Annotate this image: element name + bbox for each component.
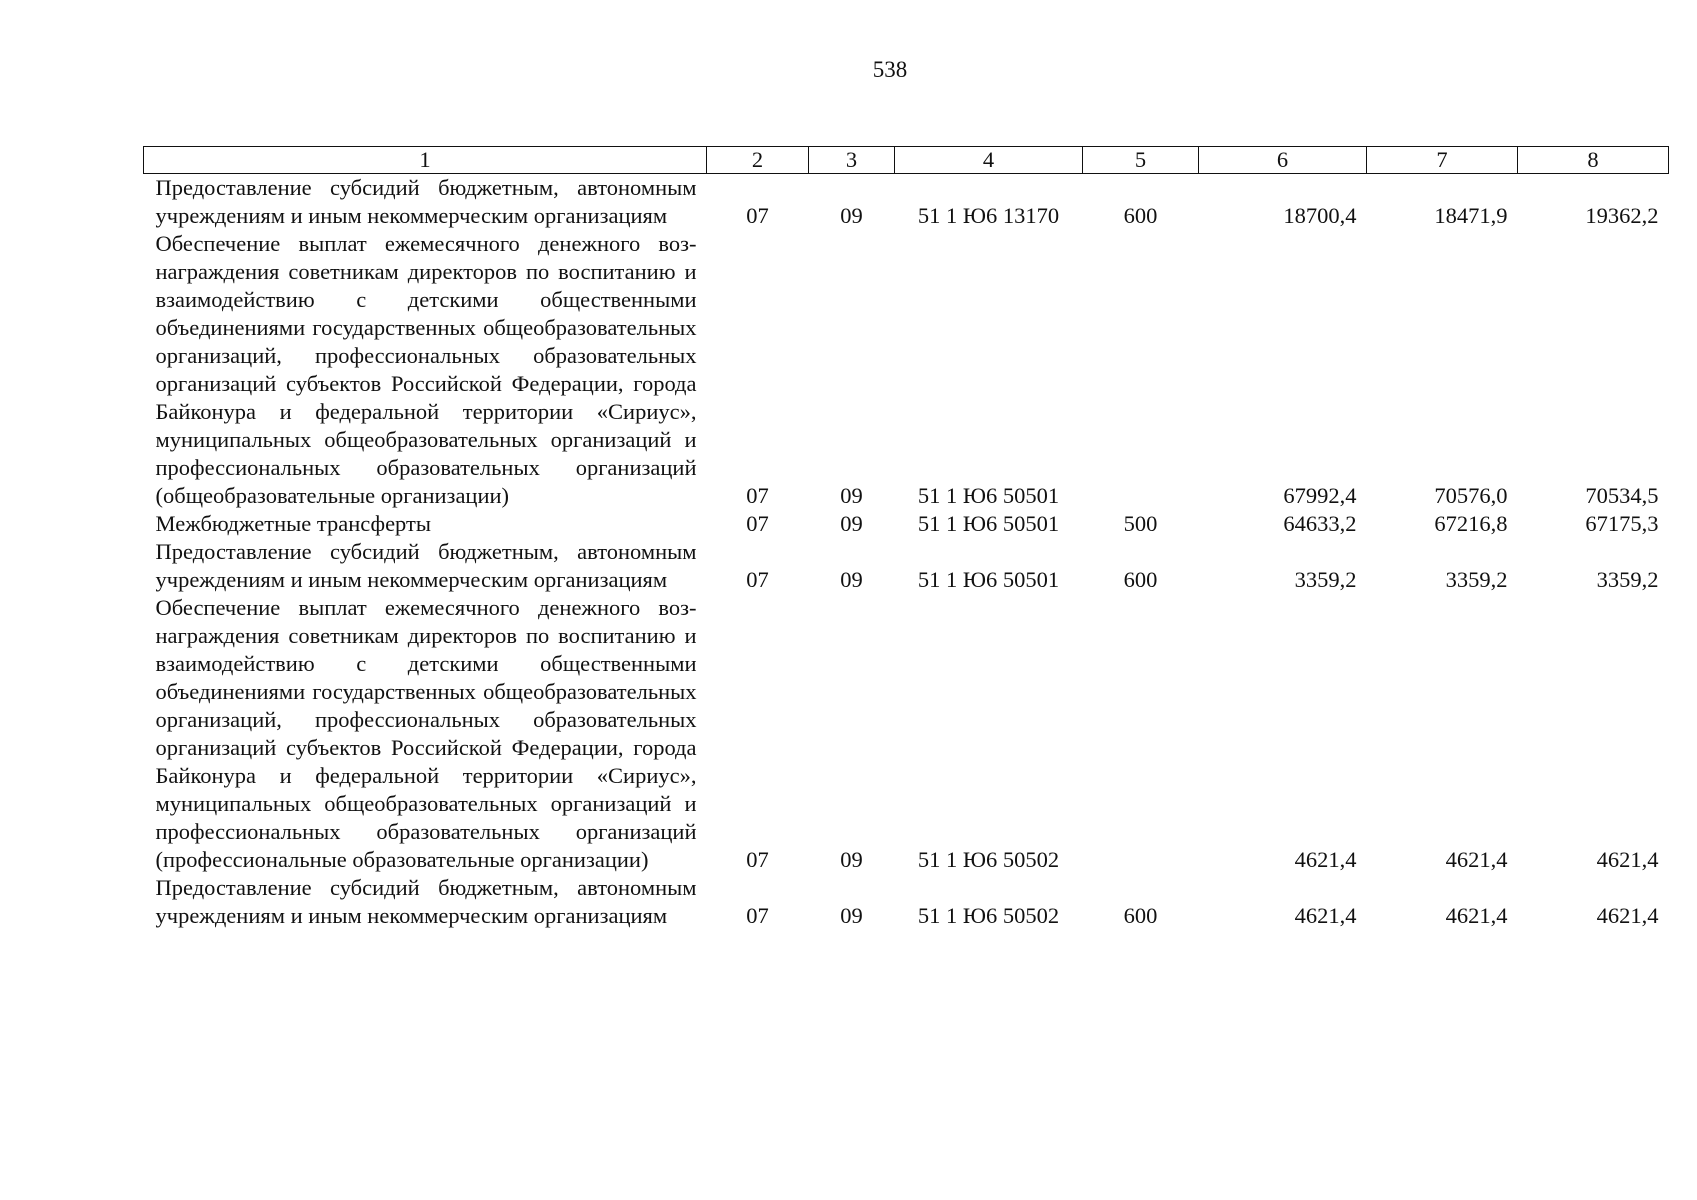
row-value-col7: 18471,9 [1434,203,1508,228]
table-body [144,174,1669,931]
row-description: Предоставление субсидий бюджетным, автономным учреждениям и иным некоммерческим организациям [155,875,697,928]
row-subsection-code: 09 [840,847,863,872]
header-row [144,147,1669,174]
row-value-col8: 19362,2 [1585,203,1659,228]
row-section-code: 07 [746,203,769,228]
row-target-code: 51 1 Ю6 50501 [917,483,1060,508]
row-description: Предоставление субсидий бюджетным, автономным учреждениям и иным некоммерческим организациям [155,539,697,592]
row-value-col6: 4621,4 [1294,847,1357,872]
table-header [144,147,1669,174]
row-target-code: 51 1 Ю6 50501 [917,567,1060,592]
table-row [144,874,1669,930]
row-description: Предоставление субсидий бюджетным, автономным учреждениям и иным некоммерческим организациям [155,175,697,228]
row-value-col8: 70534,5 [1585,483,1659,508]
row-expense-type [1083,594,1199,874]
row-description: Межбюджетные трансферты [155,511,431,536]
table-row [144,230,1669,510]
row-description: Обеспечение выплат ежемесячного денежного вознаграждения советникам директоров по воспитанию и взаимодействию с детскими общественными объединениями государственных общеобразовательных организаций, профессиональных образовательных организаций субъектов Российской Федерации, города Байконура и федеральной территории «Сириус», муниципальных общеобразовательных организаций и профессиональных образовательных организаций (профессиональные образовательные организации) [155,595,697,872]
row-expense-type: 600 [1123,203,1158,228]
budget-table [143,146,1669,930]
header-col-5: 5 [1083,147,1199,174]
row-value-col7: 3359,2 [1445,567,1508,592]
table-row [144,538,1669,594]
header-col-7: 7 [1367,147,1518,174]
row-expense-type [1083,230,1199,510]
row-subsection-code: 09 [840,511,863,536]
header-col-6: 6 [1199,147,1367,174]
row-expense-type: 600 [1123,567,1158,592]
row-target-code: 51 1 Ю6 13170 [917,203,1060,228]
header-col-4: 4 [895,147,1083,174]
row-value-col6: 18700,4 [1283,203,1357,228]
row-value-col6: 67992,4 [1283,483,1357,508]
row-value-col8: 67175,3 [1585,511,1659,536]
row-target-code: 51 1 Ю6 50501 [917,511,1060,536]
row-value-col7: 67216,8 [1434,511,1508,536]
row-value-col6: 4621,4 [1294,903,1357,928]
row-subsection-code: 09 [840,903,863,928]
row-value-col8: 4621,4 [1596,847,1659,872]
row-value-col6: 3359,2 [1294,567,1357,592]
table-row [144,174,1669,231]
row-section-code: 07 [746,903,769,928]
row-section-code: 07 [746,567,769,592]
row-expense-type: 500 [1123,511,1158,536]
header-col-1: 1 [144,147,707,174]
page-number: 538 [872,57,908,82]
row-subsection-code: 09 [840,483,863,508]
header-col-3: 3 [809,147,895,174]
header-col-8: 8 [1518,147,1669,174]
row-subsection-code: 09 [840,567,863,592]
row-section-code: 07 [746,847,769,872]
row-value-col6: 64633,2 [1283,511,1357,536]
row-target-code: 51 1 Ю6 50502 [917,903,1060,928]
row-description: Обеспечение выплат ежемесячного денежного вознаграждения советникам директоров по воспитанию и взаимодействию с детскими общественными объединениями государственных общеобразовательных организаций, профессиональных образовательных организаций субъектов Российской Федерации, города Байконура и федеральной территории «Сириус», муниципальных общеобразовательных организаций и профессиональных образовательных организаций (общеобразовательные организации) [155,231,697,508]
row-value-col8: 4621,4 [1596,903,1659,928]
table-row [144,510,1669,538]
row-section-code: 07 [746,511,769,536]
row-value-col7: 70576,0 [1434,483,1508,508]
header-col-2: 2 [707,147,809,174]
row-value-col7: 4621,4 [1445,847,1508,872]
table-row [144,594,1669,874]
row-expense-type: 600 [1123,903,1158,928]
row-value-col7: 4621,4 [1445,903,1508,928]
row-subsection-code: 09 [840,203,863,228]
row-target-code: 51 1 Ю6 50502 [917,847,1060,872]
row-section-code: 07 [746,483,769,508]
row-value-col8: 3359,2 [1596,567,1659,592]
